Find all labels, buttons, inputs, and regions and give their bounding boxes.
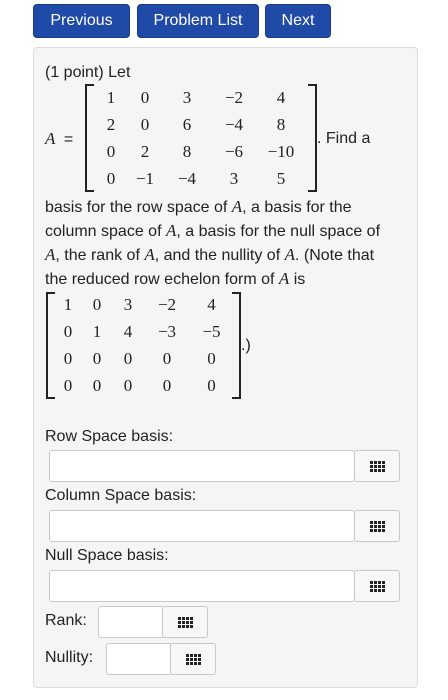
grid-icon <box>370 581 385 592</box>
nullity-input[interactable] <box>106 643 172 675</box>
matrix-a-cell: −2 <box>224 87 244 107</box>
var-a: A <box>284 245 295 264</box>
line4-text-b: is <box>289 271 306 288</box>
matrix-rref-cell: −5 <box>202 322 221 342</box>
problem-line-2 <box>45 220 380 243</box>
row-space-label: Row Space basis: <box>45 428 174 445</box>
matrix-a-cell: 3 <box>229 168 239 188</box>
grid-icon <box>370 461 385 472</box>
var-a: A <box>165 221 177 240</box>
matrix-rref-cell: 0 <box>63 375 73 395</box>
problem-intro: (1 point) Let <box>45 64 131 81</box>
matrix-rref-cell: −3 <box>157 322 177 342</box>
matrix-a-cell: 8 <box>182 141 192 161</box>
matrix-rref-cell: 1 <box>92 322 102 342</box>
matrix-a-cell: 5 <box>276 168 286 188</box>
problem-line-4 <box>45 268 305 291</box>
grid-icon <box>186 654 201 665</box>
rank-input[interactable] <box>98 606 164 638</box>
line1-text-b: , a basis for the <box>242 199 352 216</box>
matrix-a-cell: −1 <box>135 168 155 188</box>
row-space-input[interactable] <box>49 450 355 482</box>
problem-line-1 <box>45 196 352 219</box>
equals-sign: = <box>63 131 74 148</box>
matrix-rref-grid <box>46 292 241 399</box>
line3-text-c: . (Note that <box>294 247 375 264</box>
matrix-rref-cell: 0 <box>92 375 102 395</box>
matrix-a-cell: 4 <box>276 87 286 107</box>
matrix-a-cell: 2 <box>140 141 150 161</box>
matrix-rref-cell: 0 <box>162 375 172 395</box>
matrix-a-cell: 3 <box>182 87 192 107</box>
rank-matrix-button[interactable] <box>162 606 208 638</box>
find-a-text: . Find a <box>317 130 371 147</box>
rank-label: Rank: <box>45 612 87 629</box>
nullity-matrix-button[interactable] <box>170 643 216 675</box>
matrix-a-name: A <box>45 129 56 148</box>
matrix-a-cell: −6 <box>224 141 244 161</box>
matrix-rref <box>46 292 241 399</box>
line3-text-a: , the rank of <box>55 247 145 264</box>
row-space-matrix-button[interactable] <box>354 450 400 482</box>
var-a: A <box>231 197 243 216</box>
matrix-a-cell: 0 <box>140 114 150 134</box>
var-a: A <box>144 245 155 264</box>
grid-icon <box>178 617 193 628</box>
matrix-a <box>85 84 317 192</box>
next-button[interactable]: Next <box>265 4 331 38</box>
line2-text-a: column space of <box>45 223 166 240</box>
matrix-rref-cell: 0 <box>207 348 216 368</box>
line2-text-b: , a basis for the null space of <box>176 223 381 240</box>
matrix-rref-cell: 0 <box>63 322 73 342</box>
line3-text-b: , and the nullity of <box>154 247 285 264</box>
rref-close-text: .) <box>241 337 251 354</box>
matrix-rref-cell: 0 <box>92 295 102 315</box>
problem-list-button[interactable]: Problem List <box>137 4 259 38</box>
matrix-rref-cell: 0 <box>162 348 172 368</box>
matrix-a-cell: 8 <box>276 114 286 134</box>
matrix-rref-cell: 4 <box>123 322 133 342</box>
previous-button[interactable]: Previous <box>33 4 130 38</box>
var-a: A <box>45 245 56 264</box>
null-space-matrix-button[interactable] <box>354 570 400 602</box>
matrix-a-cell: 2 <box>106 114 116 134</box>
null-space-input[interactable] <box>49 570 355 602</box>
matrix-a-cell: 0 <box>106 141 116 161</box>
matrix-rref-cell: −2 <box>157 295 177 315</box>
matrix-rref-cell: 0 <box>92 348 102 368</box>
null-space-label: Null Space basis: <box>45 547 169 564</box>
column-space-input[interactable] <box>49 510 355 542</box>
matrix-rref-cell: 0 <box>123 348 133 368</box>
grid-icon <box>370 521 385 532</box>
matrix-a-label <box>45 128 73 151</box>
matrix-a-cell: −4 <box>177 168 197 188</box>
line4-text-a: the reduced row echelon form of <box>45 271 279 288</box>
matrix-rref-cell: 0 <box>63 348 73 368</box>
matrix-a-cell: −4 <box>224 114 244 134</box>
matrix-rref-cell: 0 <box>207 375 216 395</box>
matrix-rref-cell: 1 <box>63 295 73 315</box>
column-space-label: Column Space basis: <box>45 487 197 504</box>
matrix-a-grid <box>85 84 317 192</box>
matrix-a-cell: 0 <box>106 168 116 188</box>
matrix-a-cell: −10 <box>267 141 295 161</box>
matrix-rref-cell: 0 <box>123 375 133 395</box>
problem-line-3 <box>45 244 374 267</box>
matrix-a-cell: 6 <box>182 114 192 134</box>
column-space-matrix-button[interactable] <box>354 510 400 542</box>
matrix-a-cell: 0 <box>140 87 150 107</box>
matrix-rref-cell: 3 <box>123 295 133 315</box>
matrix-rref-cell: 4 <box>207 295 216 315</box>
nullity-label: Nullity: <box>45 649 94 666</box>
var-a: A <box>278 269 290 288</box>
matrix-a-cell: 1 <box>106 87 116 107</box>
line1-text-a: basis for the row space of <box>45 199 232 216</box>
